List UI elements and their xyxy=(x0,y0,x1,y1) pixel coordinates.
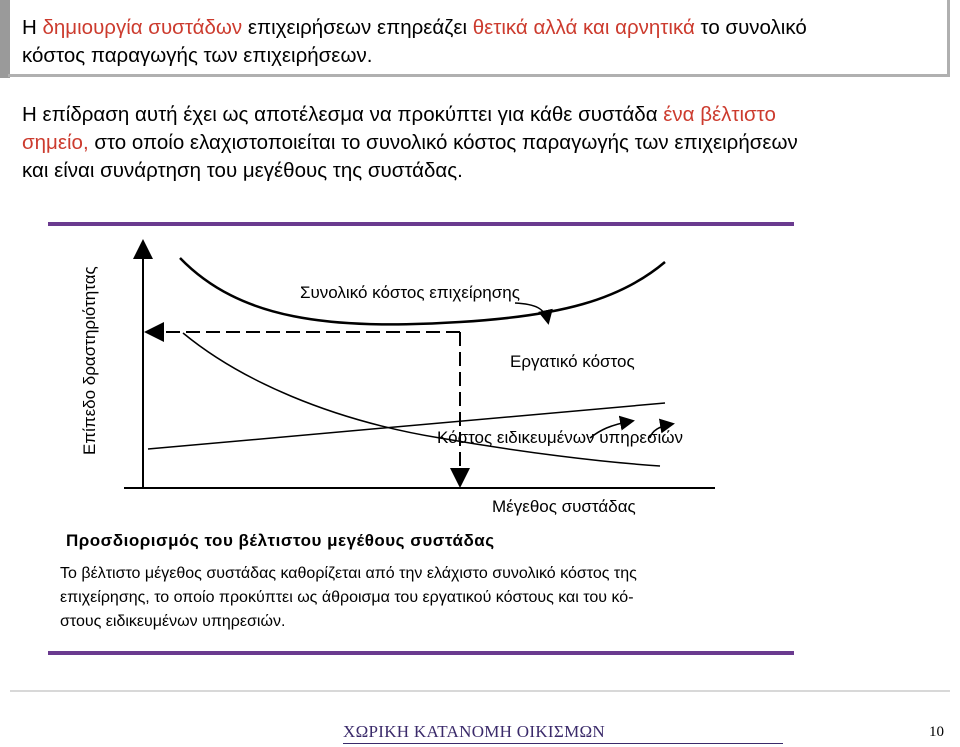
highlight-text: σημείο, xyxy=(22,131,89,154)
intro-line-2: κόστος παραγωγής των επιχειρήσεων. xyxy=(22,44,373,67)
page-number: 10 xyxy=(929,724,944,740)
x-axis-label: Μέγεθος συστάδας xyxy=(492,497,636,516)
desc-line-3: στους ειδικευμένων υπηρεσιών. xyxy=(60,613,286,630)
effect-line-3: και είναι συνάρτηση του μεγέθους της συστάδας. xyxy=(22,159,463,182)
desc-line-2: επιχείρησης, το οποίο προκύπτει ως άθροισμα του εργατικού κόστους και του κό- xyxy=(60,589,634,606)
diagram-title: Προσδιορισμός του βέλτιστου μεγέθους συστάδας xyxy=(66,531,495,550)
footer-rule xyxy=(10,690,950,692)
highlight-text: ένα βέλτιστο xyxy=(663,103,776,126)
total-cost-pointer xyxy=(515,303,548,322)
text-run: επιχειρήσεων επηρεάζει xyxy=(242,16,473,39)
labor-cost-label: Εργατικό κόστος xyxy=(510,352,635,371)
total-cost-label: Συνολικό κόστος επιχείρησης xyxy=(300,283,520,302)
diagram-description xyxy=(60,562,637,634)
highlight-text: θετικά αλλά και αρνητικά xyxy=(472,16,695,39)
y-axis-label: Επίπεδο δραστηριότητας xyxy=(80,266,99,455)
text-run: στο οποίο ελαχιστοποιείται το συνολικό κόστος παραγωγής των επιχειρήσεων xyxy=(88,131,798,154)
text-run: Η xyxy=(22,16,43,39)
text-run: το συνολικό xyxy=(694,16,807,39)
diagram-bottom-border xyxy=(48,651,794,655)
text-run: Η επίδραση αυτή έχει ως αποτέλεσμα να προκύπτει για κάθε συστάδα xyxy=(22,103,664,126)
highlight-text: δημιουργία συστάδων xyxy=(42,16,243,39)
footer-underline xyxy=(343,743,783,744)
services-cost-label: Κόστος ειδικευμένων υπηρεσιών xyxy=(437,428,684,447)
footer-title: ΧΩΡΙΚΗ ΚΑΤΑΝΟΜΗ ΟΙΚΙΣΜΩΝ xyxy=(343,722,606,741)
desc-line-1: Το βέλτιστο μέγεθος συστάδας καθορίζεται από την ελάχιστο συνολικό κόστος της xyxy=(60,565,637,582)
